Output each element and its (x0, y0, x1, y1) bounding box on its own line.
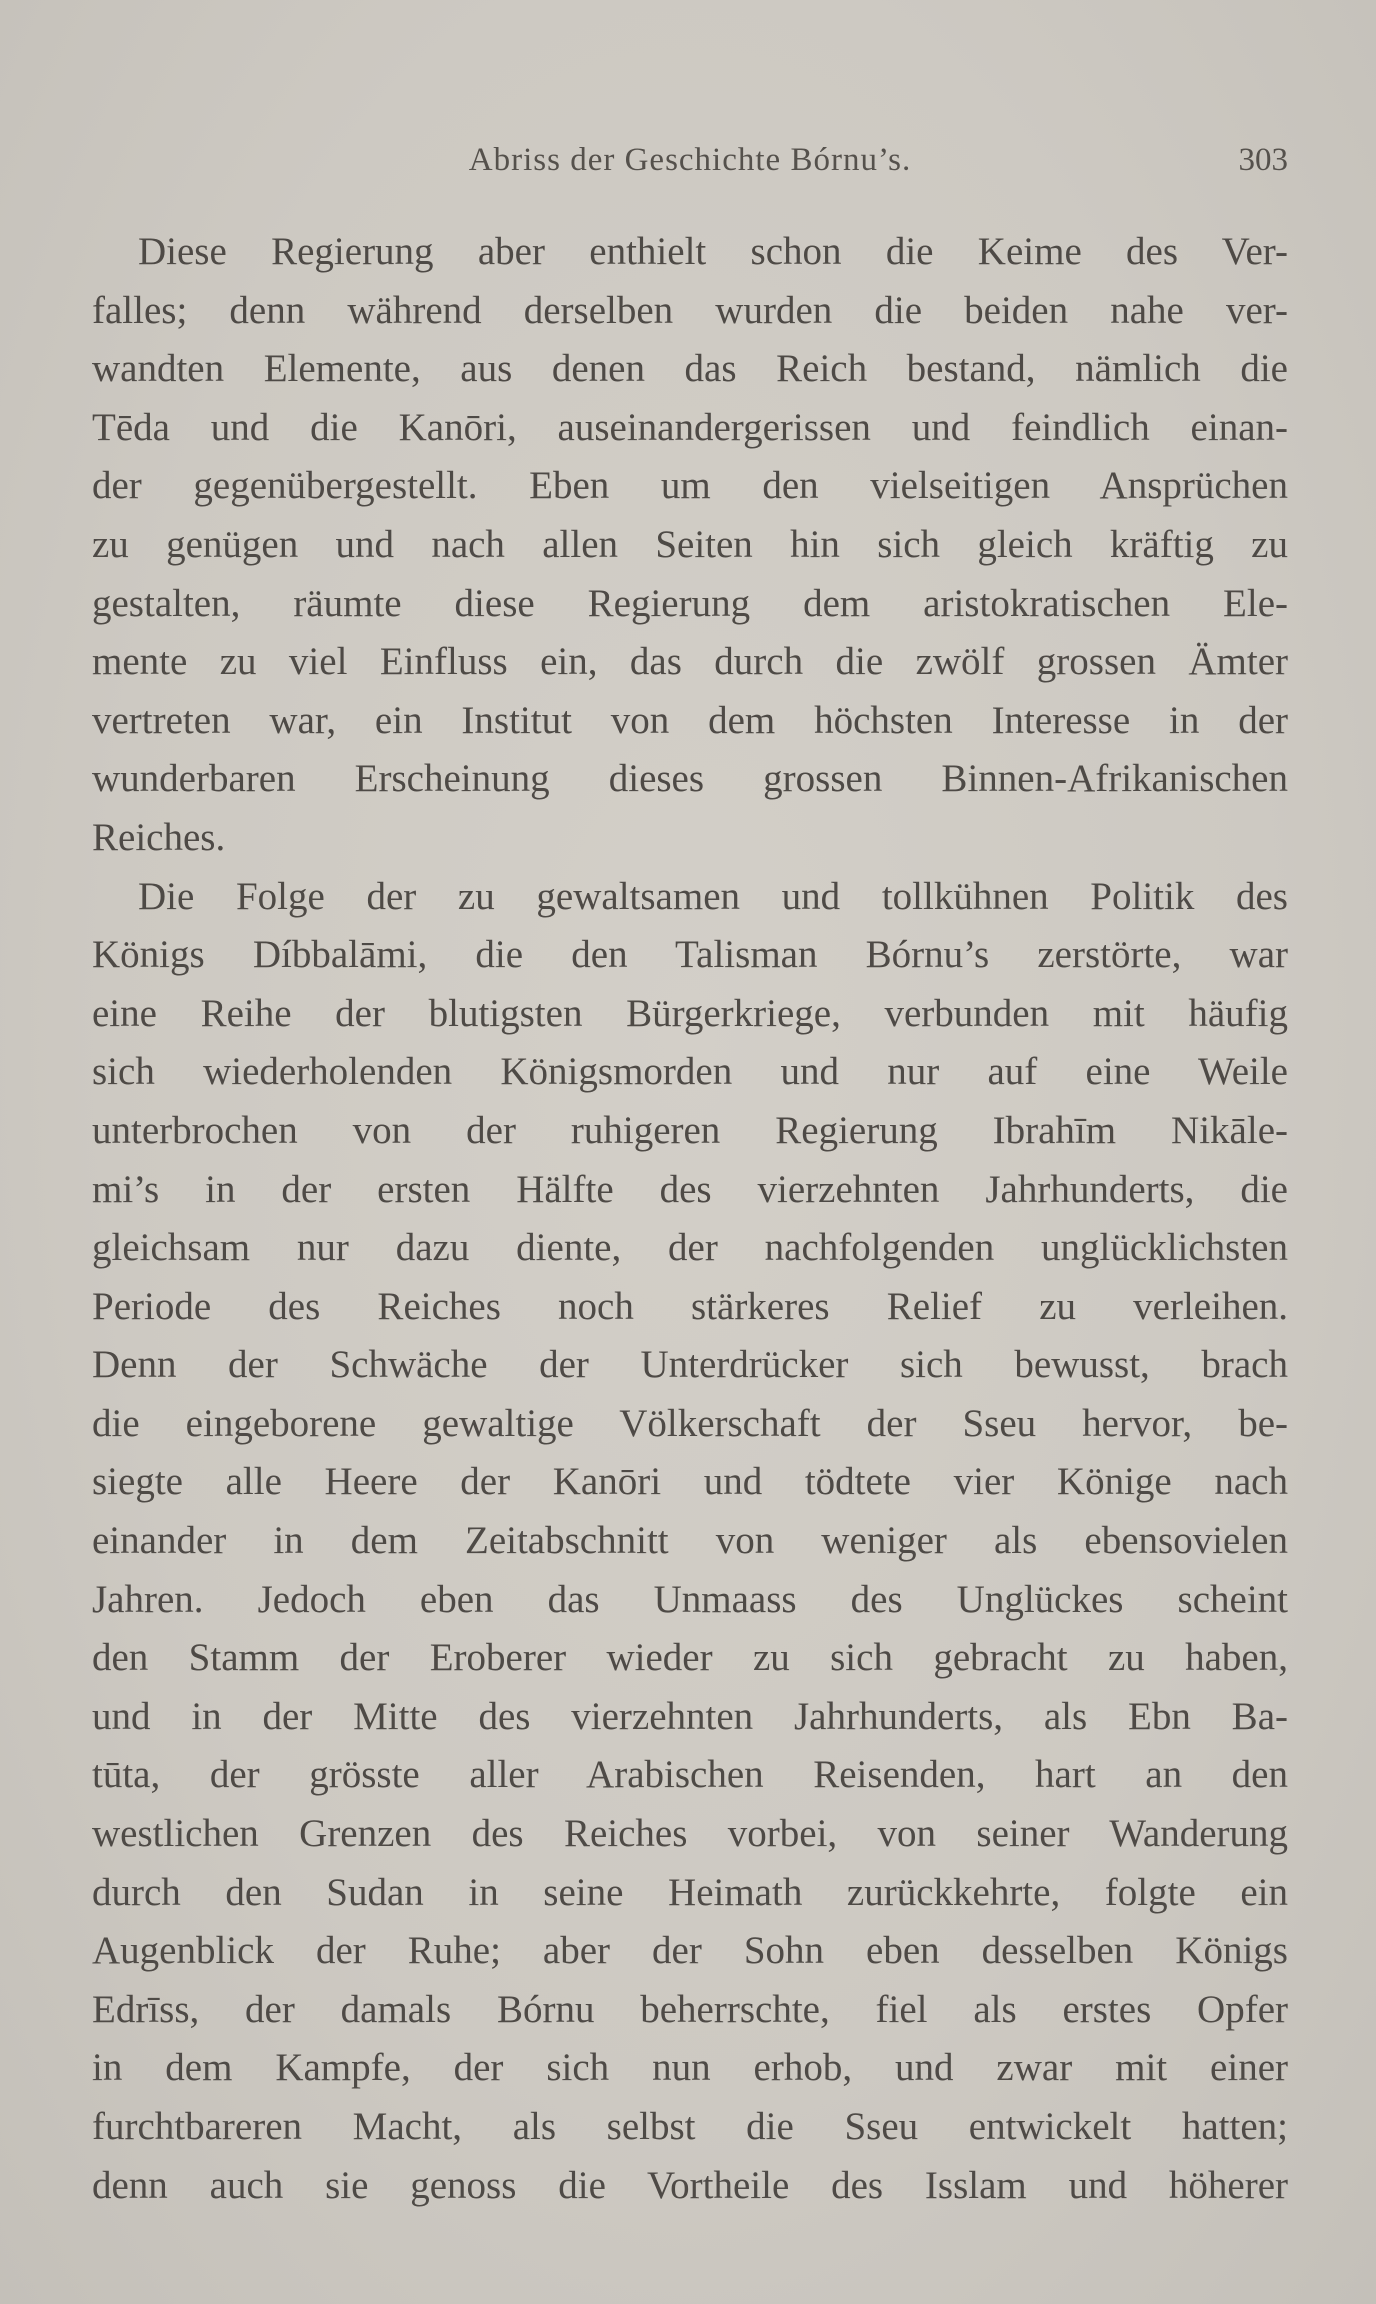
text-line: mente zu viel Einfluss ein, das durch die zwölf grossen Ämter (92, 640, 1288, 684)
text-line: einander in dem Zeitabschnitt von weniger als ebensovielen (92, 1519, 1288, 1563)
text-line: die eingeborene gewaltige Völkerschaft der Sseu hervor, be- (92, 1401, 1288, 1445)
text-line: und in der Mitte des vierzehnten Jahrhunderts, als Ebn Ba- (92, 1694, 1288, 1738)
text-line: tūta, der grösste aller Arabischen Reisenden, hart an den (92, 1753, 1288, 1797)
text-line: Die Folge der zu gewaltsamen und tollkühnen Politik des (138, 874, 1288, 918)
running-title: Abriss der Geschichte Bórnu’s. (468, 142, 912, 178)
paragraph-1 (92, 223, 1288, 868)
text-line: denn auch sie genoss die Vortheile des Isslam und höherer (92, 2163, 1288, 2207)
text-line: westlichen Grenzen des Reiches vorbei, von seiner Wanderung (92, 1812, 1288, 1856)
text-line: Denn der Schwäche der Unterdrücker sich bewusst, brach (92, 1343, 1288, 1387)
text-line: unterbrochen von der ruhigeren Regierung Ibrahīm Nikāle- (92, 1108, 1288, 1152)
text-line: falles; denn während derselben wurden die beiden nahe ver- (92, 288, 1288, 332)
text-line: sich wiederholenden Königsmorden und nur auf eine Weile (92, 1050, 1288, 1094)
text-line: durch den Sudan in seine Heimath zurückkehrte, folgte ein (92, 1870, 1288, 1914)
text-line: Tēda und die Kanōri, auseinandergerissen und feindlich einan- (92, 405, 1288, 449)
text-line: Königs Díbbalāmi, die den Talisman Bórnu’s zerstörte, war (92, 933, 1288, 977)
text-line: furchtbareren Macht, als selbst die Sseu entwickelt hatten; (92, 2105, 1288, 2148)
text-line: zu genügen und nach allen Seiten hin sich gleich kräftig zu (92, 522, 1288, 566)
text-line: gleichsam nur dazu diente, der nachfolgenden unglücklichsten (92, 1226, 1288, 1270)
page-number: 303 (1238, 142, 1288, 178)
text-line: eine Reihe der blutigsten Bürgerkriege, verbunden mit häufig (92, 991, 1288, 1035)
text-line: Edrīss, der damals Bórnu beherrschte, fiel als erstes Opfer (92, 1987, 1288, 2031)
text-line: der gegenübergestellt. Eben um den vielseitigen Ansprüchen (92, 464, 1288, 508)
text-line: Reiches. (92, 815, 226, 859)
text-line: den Stamm der Eroberer wieder zu sich gebracht zu haben, (92, 1636, 1288, 1680)
text-line: mi’s in der ersten Hälfte des vierzehnten Jahrhunderts, die (92, 1167, 1288, 1211)
text-line: siegte alle Heere der Kanōri und tödtete vier Könige nach (92, 1460, 1288, 1504)
body-text (92, 223, 1288, 2215)
text-line: Jahren. Jedoch eben das Unmaass des Unglückes scheint (92, 1577, 1288, 1621)
text-line: in dem Kampfe, der sich nun erhob, und zwar mit einer (92, 2046, 1288, 2090)
text-line: wunderbaren Erscheinung dieses grossen Binnen-Afrikanischen (92, 757, 1288, 801)
text-line: Periode des Reiches noch stärkeres Relief zu verleihen. (92, 1284, 1288, 1328)
text-line: Augenblick der Ruhe; aber der Sohn eben desselben Königs (92, 1929, 1288, 1973)
text-line: gestalten, räumte diese Regierung dem aristokratischen Ele- (92, 581, 1288, 625)
text-line: Diese Regierung aber enthielt schon die Keime des Ver- (138, 230, 1288, 273)
text-line: wandten Elemente, aus denen das Reich bestand, nämlich die (92, 347, 1288, 391)
text-line: vertreten war, ein Institut von dem höchsten Interesse in der (92, 698, 1288, 742)
paragraph-2 (92, 868, 1288, 2216)
running-header (92, 142, 1288, 182)
